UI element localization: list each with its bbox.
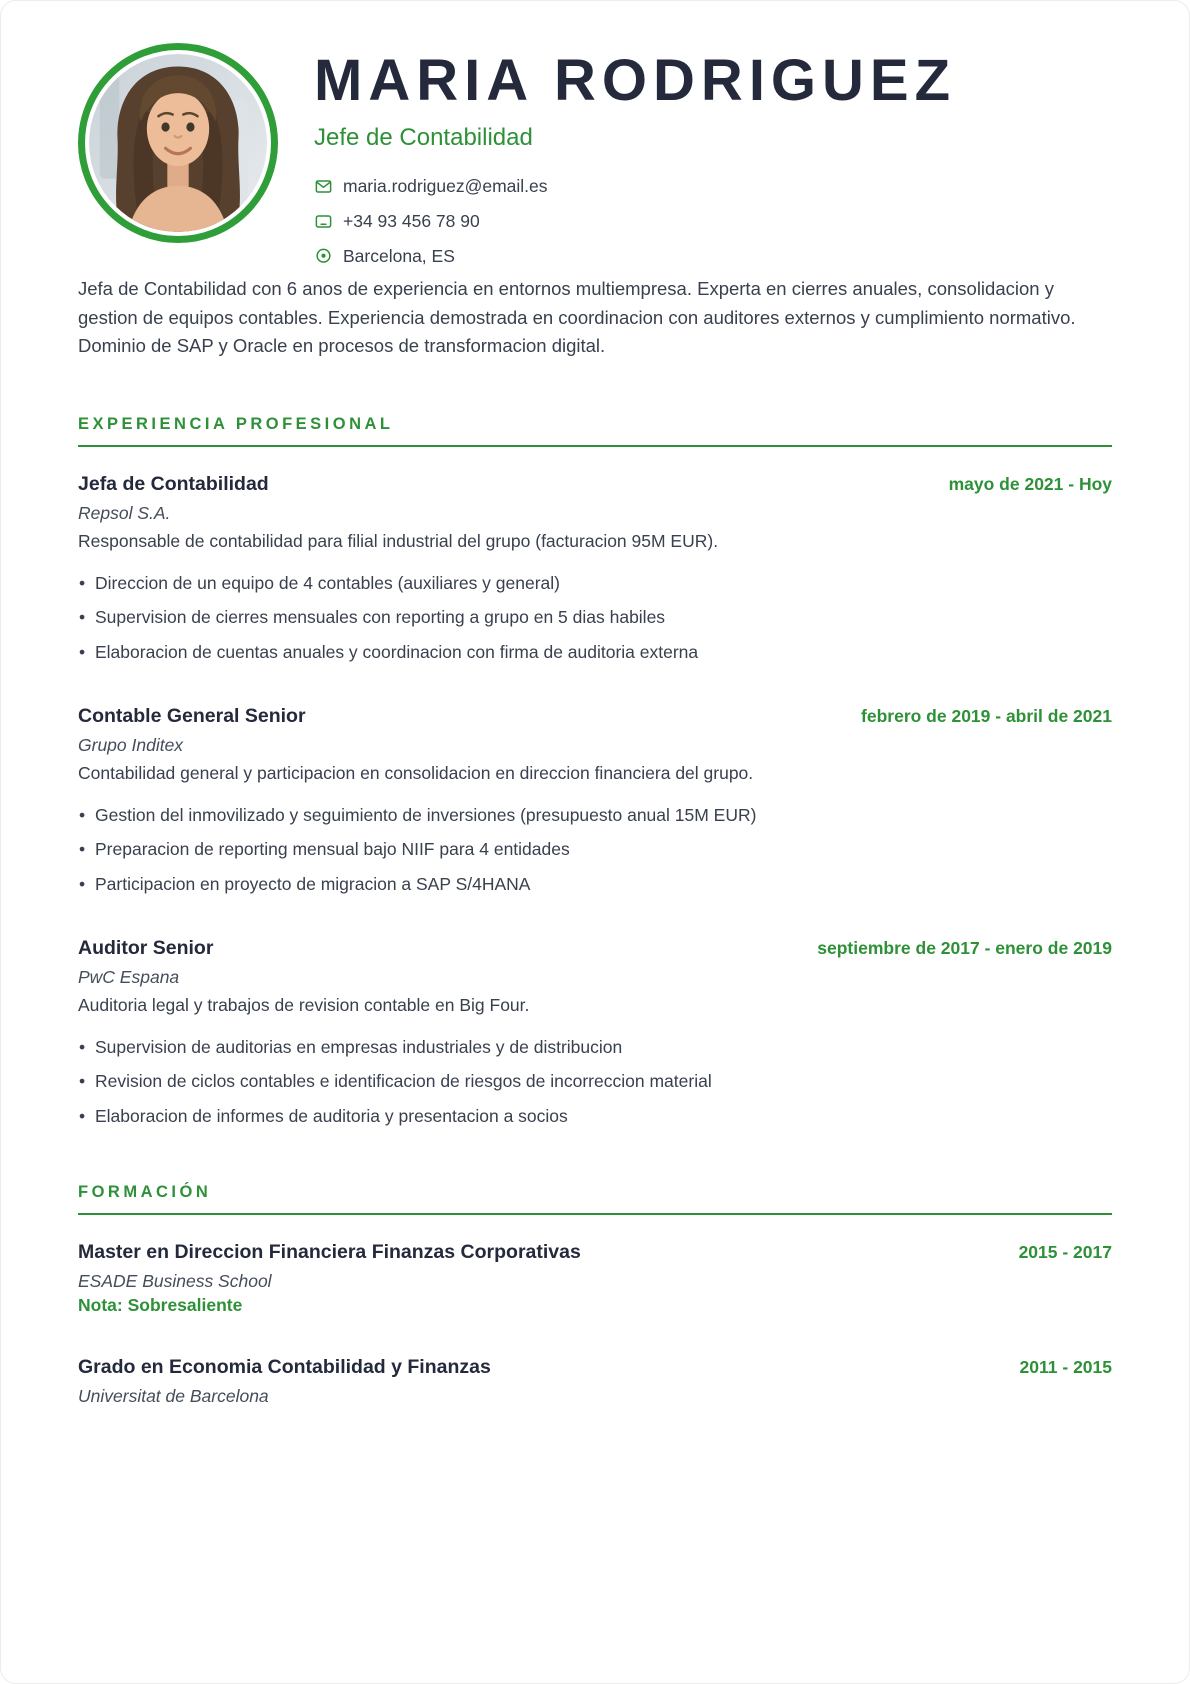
contact-location-value: Barcelona, ES [343,245,455,266]
location-icon [314,247,333,266]
job-company: PwC Espana [78,966,180,987]
degree-grade: Nota: Sobresaliente [78,1294,243,1315]
job-dates: septiembre de 2017 - enero de 2019 [817,937,1112,958]
job-bullet: • Gestion del inmovilizado y seguimiento de inversiones (presupuesto anual 15M EUR) [78,802,1112,828]
education-heading: FORMACIÓN [78,1183,1112,1215]
job-bullet-list [78,802,1112,897]
job-dates: mayo de 2021 - Hoy [948,473,1112,494]
job-title-text: Jefa de Contabilidad [78,472,269,495]
job-title-text: Contable General Senior [78,704,306,727]
header [78,41,1112,267]
header-info [314,41,1112,267]
job-company: Grupo Inditex [78,734,184,755]
job-bullet: • Elaboracion de cuentas anuales y coordinacion con firma de auditoria externa [78,639,1112,665]
job-bullet: • Direccion de un equipo de 4 contables (auxiliares y general) [78,570,1112,596]
job-bullet: • Participacion en proyecto de migracion a SAP S/4HANA [78,871,1112,897]
job-bullet: • Revision de ciclos contables e identificacion de riesgos de incorreccion material [78,1068,1112,1094]
degree-title: Master en Direccion Financiera Finanzas Corporativas [78,1240,581,1263]
job-bullet: • Supervision de auditorias en empresas industriales y de distribucion [78,1034,1112,1060]
education-entry [78,1241,1112,1316]
education-section [78,1183,1112,1407]
job-description: Auditoria legal y trabajos de revision contable en Big Four. [78,994,530,1015]
job-dates: febrero de 2019 - abril de 2021 [861,705,1112,726]
phone-icon [314,212,333,231]
job-bullet: • Preparacion de reporting mensual bajo NIIF para 4 entidades [78,836,1112,862]
job-description: Contabilidad general y participacion en consolidacion en direccion financiera del grupo. [78,762,754,783]
job-title-text: Auditor Senior [78,936,214,959]
job-title: Jefe de Contabilidad [314,123,533,151]
degree-title: Grado en Economia Contabilidad y Finanzas [78,1355,491,1378]
degree-dates: 2011 - 2015 [1019,1356,1112,1377]
contact-location [314,246,1112,267]
contact-email-value: maria.rodriguez@email.es [343,175,548,196]
job-bullet: • Elaboracion de informes de auditoria y presentacion a socios [78,1103,1112,1129]
school-name: Universitat de Barcelona [78,1385,269,1406]
job-entry [78,705,1112,897]
school-name: ESADE Business School [78,1270,272,1291]
job-company: Repsol S.A. [78,502,171,523]
profile-photo-illustration [89,54,267,232]
job-bullet-list [78,1034,1112,1129]
contact-email [314,176,1112,197]
contact-phone [314,211,1112,232]
degree-dates: 2015 - 2017 [1018,1241,1112,1262]
job-entry [78,937,1112,1129]
job-bullet: • Supervision de cierres mensuales con reporting a grupo en 5 dias habiles [78,604,1112,630]
email-icon [314,177,333,196]
professional-summary: Jefa de Contabilidad con 6 anos de experiencia en entornos multiempresa. Experta en cierres anuales, consolidacion y gestion de equipos contables. Experiencia demostrada en coordinacion con auditores externos y cumplimiento normativo. Dominio de SAP y Oracle en procesos de transformacion digital. [78,277,1076,357]
job-description: Responsable de contabilidad para filial industrial del grupo (facturacion 95M EUR). [78,530,719,551]
job-entry [78,473,1112,665]
person-name: MARIA RODRIGUEZ [314,48,957,113]
education-entry [78,1356,1112,1407]
experience-heading: EXPERIENCIA PROFESIONAL [78,415,1112,447]
profile-photo [78,43,278,243]
contact-list [314,176,1112,267]
contact-phone-value: +34 93 456 78 90 [343,210,480,231]
experience-section [78,415,1112,1129]
job-bullet-list [78,570,1112,665]
